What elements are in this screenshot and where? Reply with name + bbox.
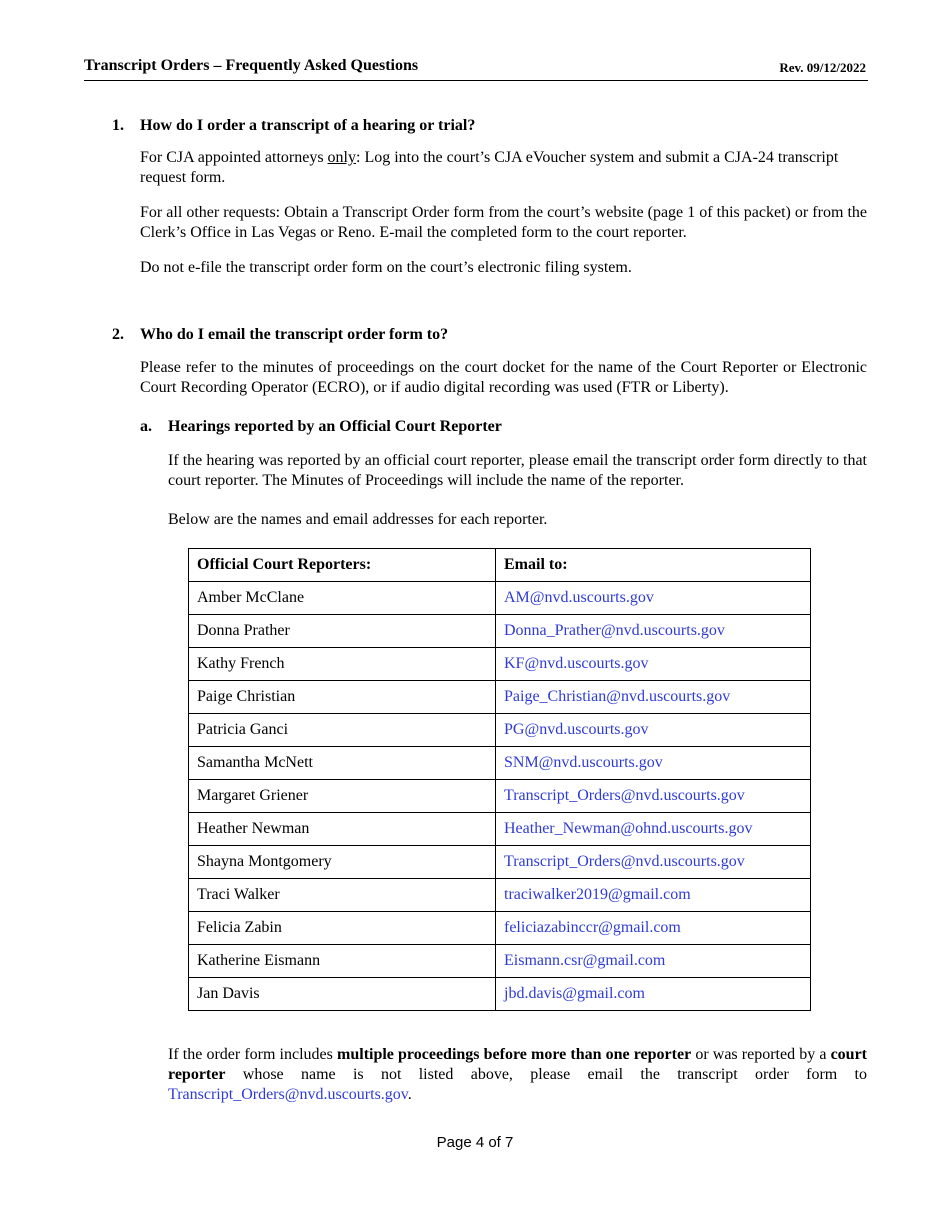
reporter-name: Margaret Griener [189, 780, 496, 813]
reporters-table-body [189, 582, 811, 1011]
q2-closing-paragraph [168, 1045, 867, 1105]
table-row [189, 780, 811, 813]
reporter-name: Felicia Zabin [189, 912, 496, 945]
table-row [189, 912, 811, 945]
reporter-email-link[interactable]: Heather_Newman@ohnd.uscourts.gov [496, 813, 811, 846]
table-row [189, 978, 811, 1011]
q2-sub-a-p1-text: If the hearing was reported by an official court reporter, please email the transcript order form directly to that court reporter. The Minutes of Proceedings will include the name of the reporter. [168, 452, 867, 489]
table-row [189, 648, 811, 681]
document-title: Transcript Orders – Frequently Asked Questions [84, 57, 419, 74]
table-row [189, 846, 811, 879]
q2-p1-text: Please refer to the minutes of proceedings on the court docket for the name of the Court Reporter or Electronic Court Recording Operator (ECRO), or if audio digital recording was used (FTR or Liberty). [140, 359, 867, 396]
closing-bold-2: court reporter [168, 1046, 868, 1083]
reporter-name: Patricia Ganci [189, 714, 496, 747]
reporter-name: Donna Prather [189, 615, 496, 648]
q2-sub-a-heading [168, 417, 867, 437]
reporter-email-link[interactable]: KF@nvd.uscourts.gov [496, 648, 811, 681]
table-row [189, 747, 811, 780]
table-row [189, 879, 811, 912]
q1-p1-only: only [327, 149, 356, 166]
q2-sub-a-heading-text: Hearings reported by an Official Court Reporter [168, 418, 502, 435]
table-header-row [189, 549, 811, 582]
reporter-email-link[interactable]: traciwalker2019@gmail.com [496, 879, 811, 912]
q1-p1-prefix: For CJA appointed attorneys [140, 149, 328, 166]
table-row [189, 945, 811, 978]
table-row [189, 582, 811, 615]
reporter-email-link[interactable]: jbd.davis@gmail.com [496, 978, 811, 1011]
closing-text-1: If the order form includes [168, 1046, 338, 1063]
column-header-email: Email to: [496, 549, 811, 582]
reporter-email-link[interactable]: Transcript_Orders@nvd.uscourts.gov [496, 780, 811, 813]
table-row [189, 615, 811, 648]
reporter-name: Paige Christian [189, 681, 496, 714]
table-row [189, 813, 811, 846]
reporter-name: Traci Walker [189, 879, 496, 912]
page-header [84, 56, 868, 81]
reporter-email-link[interactable]: feliciazabinccr@gmail.com [496, 912, 811, 945]
reporter-email-link[interactable]: AM@nvd.uscourts.gov [496, 582, 811, 615]
transcript-orders-email-link[interactable]: Transcript_Orders@nvd.uscourts.gov [168, 1086, 408, 1103]
reporter-email-link[interactable]: Paige_Christian@nvd.uscourts.gov [496, 681, 811, 714]
reporter-name: Amber McClane [189, 582, 496, 615]
revision-date: Rev. 09/12/2022 [779, 60, 866, 75]
reporter-email-link[interactable]: SNM@nvd.uscourts.gov [496, 747, 811, 780]
table-row [189, 681, 811, 714]
reporter-name: Shayna Montgomery [189, 846, 496, 879]
q1-p2-text: For all other requests: Obtain a Transcript Order form from the court’s website (page 1 of this packet) or from the Clerk’s Office in Las Vegas or Reno. E-mail the completed form to the court reporter. [140, 204, 867, 241]
q2-sub-a-p2-text: Below are the names and email addresses for each reporter. [168, 511, 548, 528]
reporter-email-link[interactable]: Donna_Prather@nvd.uscourts.gov [496, 615, 811, 648]
reporter-email-link[interactable]: PG@nvd.uscourts.gov [496, 714, 811, 747]
q2-number: 2. [112, 326, 124, 343]
reporter-email-link[interactable]: Eismann.csr@gmail.com [496, 945, 811, 978]
q1-question [140, 116, 867, 136]
q2-sub-a-letter: a. [140, 418, 152, 435]
q1-paragraph-3 [140, 258, 867, 278]
q1-paragraph-1 [140, 148, 840, 188]
table-row [189, 714, 811, 747]
closing-text-2: or was reported by a [691, 1046, 831, 1063]
q2-sub-a-paragraph-2 [168, 510, 867, 530]
q1-p1-suffix: : Log into the court’s CJA eVoucher system and submit a CJA-24 transcript request form. [140, 149, 839, 186]
reporter-name: Heather Newman [189, 813, 496, 846]
reporter-email-link[interactable]: Transcript_Orders@nvd.uscourts.gov [496, 846, 811, 879]
q1-paragraph-2 [140, 203, 867, 243]
q2-question [140, 325, 867, 345]
q2-question-text: Who do I email the transcript order form to? [140, 326, 449, 343]
reporters-table [188, 548, 811, 1011]
q1-question-text: How do I order a transcript of a hearing or trial? [140, 117, 476, 134]
closing-bold-1: multiple proceedings before more than one reporter [337, 1046, 692, 1063]
closing-text-3: whose name is not listed above, please email the transcript order form to [225, 1066, 867, 1083]
reporter-name: Kathy French [189, 648, 496, 681]
q1-number: 1. [112, 117, 124, 134]
reporter-name: Samantha McNett [189, 747, 496, 780]
q1-p3-text: Do not e-file the transcript order form on the court’s electronic filing system. [140, 259, 632, 276]
reporter-name: Jan Davis [189, 978, 496, 1011]
closing-period: . [407, 1086, 412, 1103]
column-header-reporters: Official Court Reporters: [189, 549, 496, 582]
q2-sub-a-paragraph-1 [168, 451, 867, 491]
reporter-name: Katherine Eismann [189, 945, 496, 978]
q2-paragraph-1 [140, 358, 867, 398]
page-number: Page 4 of 7 [436, 1134, 514, 1151]
